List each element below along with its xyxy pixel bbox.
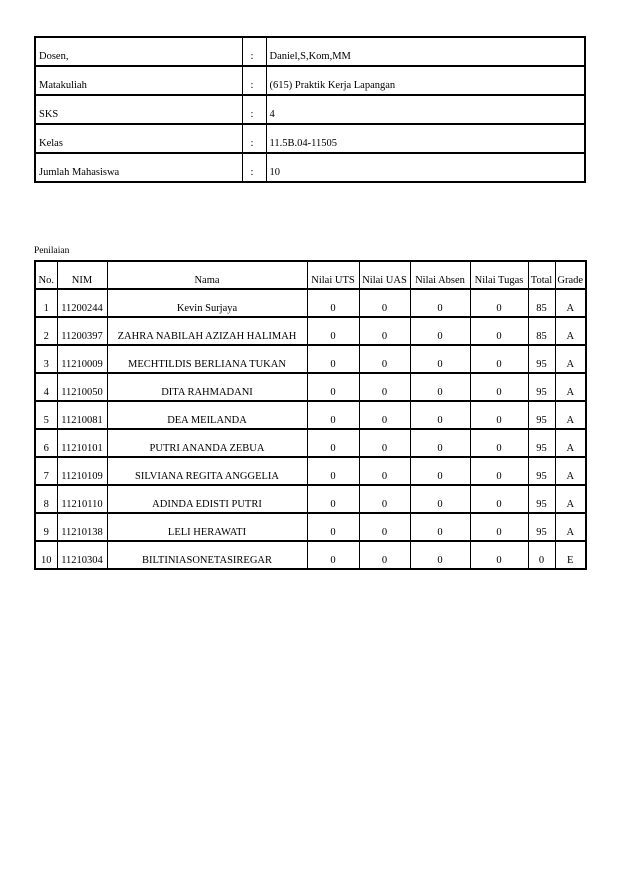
table-row — [35, 457, 586, 485]
info-label: Dosen, — [35, 37, 242, 66]
info-label: Matakuliah — [35, 66, 242, 95]
cell-name: DEA MEILANDA — [107, 401, 307, 429]
cell-total: 95 — [528, 373, 555, 401]
cell-no: 6 — [35, 429, 57, 457]
table-row — [35, 513, 586, 541]
cell-tugas: 0 — [470, 429, 528, 457]
cell-nim: 11210109 — [57, 457, 107, 485]
cell-tugas: 0 — [470, 541, 528, 569]
info-row — [35, 124, 585, 153]
cell-uas: 0 — [359, 345, 410, 373]
info-separator: : — [242, 37, 266, 66]
cell-uts: 0 — [307, 541, 359, 569]
cell-uts: 0 — [307, 317, 359, 345]
cell-total: 95 — [528, 513, 555, 541]
cell-absen: 0 — [410, 345, 470, 373]
cell-name: BILTINIASONETASIREGAR — [107, 541, 307, 569]
cell-tugas: 0 — [470, 373, 528, 401]
cell-grade: A — [555, 485, 586, 513]
cell-nim: 11210138 — [57, 513, 107, 541]
cell-name: PUTRI ANANDA ZEBUA — [107, 429, 307, 457]
cell-total: 95 — [528, 429, 555, 457]
cell-tugas: 0 — [470, 513, 528, 541]
cell-tugas: 0 — [470, 457, 528, 485]
cell-uts: 0 — [307, 485, 359, 513]
info-value: Daniel,S,Kom,MM — [266, 37, 585, 66]
cell-uas: 0 — [359, 317, 410, 345]
cell-grade: A — [555, 429, 586, 457]
cell-no: 8 — [35, 485, 57, 513]
cell-uas: 0 — [359, 457, 410, 485]
column-header: Nilai Tugas — [470, 261, 528, 289]
cell-grade: A — [555, 289, 586, 317]
cell-nim: 11210081 — [57, 401, 107, 429]
table-row — [35, 401, 586, 429]
info-row — [35, 66, 585, 95]
cell-uts: 0 — [307, 373, 359, 401]
table-row — [35, 485, 586, 513]
course-info-table — [34, 36, 586, 183]
column-header: NIM — [57, 261, 107, 289]
grades-header — [35, 261, 586, 289]
cell-tugas: 0 — [470, 317, 528, 345]
column-header: No. — [35, 261, 57, 289]
cell-name: LELI HERAWATI — [107, 513, 307, 541]
grades-header-row — [35, 261, 586, 289]
cell-total: 85 — [528, 289, 555, 317]
info-value: (615) Praktik Kerja Lapangan — [266, 66, 585, 95]
cell-nim: 11210101 — [57, 429, 107, 457]
cell-uts: 0 — [307, 345, 359, 373]
info-row — [35, 153, 585, 182]
cell-grade: A — [555, 345, 586, 373]
info-value: 11.5B.04-11505 — [266, 124, 585, 153]
cell-no: 1 — [35, 289, 57, 317]
cell-nim: 11200397 — [57, 317, 107, 345]
cell-absen: 0 — [410, 429, 470, 457]
cell-no: 3 — [35, 345, 57, 373]
cell-grade: A — [555, 373, 586, 401]
cell-total: 95 — [528, 457, 555, 485]
info-label: Kelas — [35, 124, 242, 153]
info-label: SKS — [35, 95, 242, 124]
cell-grade: E — [555, 541, 586, 569]
info-value: 10 — [266, 153, 585, 182]
column-header: Total — [528, 261, 555, 289]
info-row — [35, 95, 585, 124]
column-header: Nama — [107, 261, 307, 289]
cell-grade: A — [555, 317, 586, 345]
course-info-body — [35, 37, 585, 182]
cell-tugas: 0 — [470, 401, 528, 429]
cell-absen: 0 — [410, 541, 470, 569]
cell-grade: A — [555, 401, 586, 429]
cell-total: 95 — [528, 401, 555, 429]
cell-uas: 0 — [359, 401, 410, 429]
cell-absen: 0 — [410, 373, 470, 401]
cell-no: 10 — [35, 541, 57, 569]
cell-tugas: 0 — [470, 345, 528, 373]
cell-no: 7 — [35, 457, 57, 485]
column-header: Nilai UTS — [307, 261, 359, 289]
cell-nim: 11210009 — [57, 345, 107, 373]
cell-tugas: 0 — [470, 289, 528, 317]
info-separator: : — [242, 124, 266, 153]
cell-grade: A — [555, 457, 586, 485]
cell-absen: 0 — [410, 317, 470, 345]
cell-nim: 11210304 — [57, 541, 107, 569]
cell-uts: 0 — [307, 401, 359, 429]
cell-absen: 0 — [410, 485, 470, 513]
cell-nim: 11210050 — [57, 373, 107, 401]
cell-nim: 11200244 — [57, 289, 107, 317]
cell-no: 2 — [35, 317, 57, 345]
cell-uts: 0 — [307, 289, 359, 317]
cell-name: ZAHRA NABILAH AZIZAH HALIMAH — [107, 317, 307, 345]
grades-body — [35, 289, 586, 569]
cell-absen: 0 — [410, 289, 470, 317]
info-row — [35, 37, 585, 66]
cell-name: DITA RAHMADANI — [107, 373, 307, 401]
cell-total: 85 — [528, 317, 555, 345]
table-row — [35, 289, 586, 317]
cell-uts: 0 — [307, 429, 359, 457]
table-row — [35, 429, 586, 457]
cell-name: ADINDA EDISTI PUTRI — [107, 485, 307, 513]
column-header: Nilai UAS — [359, 261, 410, 289]
cell-uas: 0 — [359, 373, 410, 401]
cell-name: MECHTILDIS BERLIANA TUKAN — [107, 345, 307, 373]
section-title: Penilaian — [34, 246, 70, 256]
cell-uas: 0 — [359, 485, 410, 513]
grades-table — [34, 260, 587, 570]
table-row — [35, 541, 586, 569]
column-header: Grade — [555, 261, 586, 289]
cell-no: 4 — [35, 373, 57, 401]
cell-absen: 0 — [410, 513, 470, 541]
info-label: Jumlah Mahasiswa — [35, 153, 242, 182]
cell-absen: 0 — [410, 401, 470, 429]
cell-name: Kevin Surjaya — [107, 289, 307, 317]
cell-uas: 0 — [359, 513, 410, 541]
cell-name: SILVIANA REGITA ANGGELIA — [107, 457, 307, 485]
info-separator: : — [242, 153, 266, 182]
cell-uts: 0 — [307, 457, 359, 485]
cell-total: 0 — [528, 541, 555, 569]
cell-uas: 0 — [359, 429, 410, 457]
info-value: 4 — [266, 95, 585, 124]
info-separator: : — [242, 66, 266, 95]
cell-uts: 0 — [307, 513, 359, 541]
cell-absen: 0 — [410, 457, 470, 485]
table-row — [35, 373, 586, 401]
table-row — [35, 317, 586, 345]
info-separator: : — [242, 95, 266, 124]
cell-uas: 0 — [359, 289, 410, 317]
cell-total: 95 — [528, 345, 555, 373]
cell-nim: 11210110 — [57, 485, 107, 513]
column-header: Nilai Absen — [410, 261, 470, 289]
cell-tugas: 0 — [470, 485, 528, 513]
cell-no: 9 — [35, 513, 57, 541]
table-row — [35, 345, 586, 373]
cell-no: 5 — [35, 401, 57, 429]
cell-uas: 0 — [359, 541, 410, 569]
cell-grade: A — [555, 513, 586, 541]
cell-total: 95 — [528, 485, 555, 513]
